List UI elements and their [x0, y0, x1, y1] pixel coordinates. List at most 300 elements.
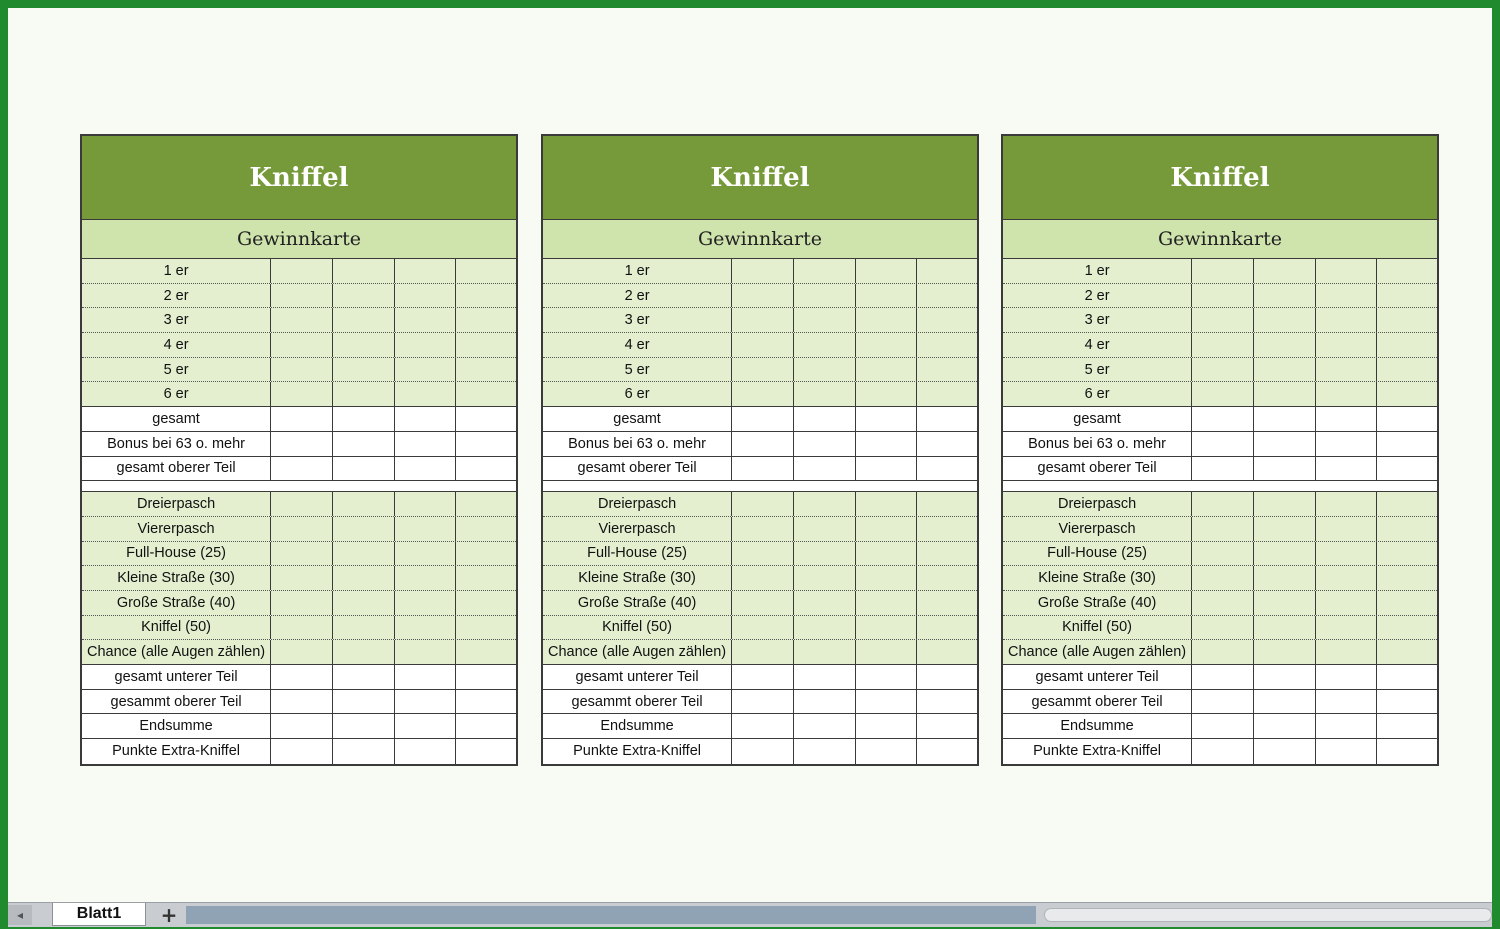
score-cell[interactable] — [456, 690, 516, 714]
score-cell[interactable] — [395, 284, 457, 308]
score-cell[interactable] — [1377, 333, 1437, 357]
row-label[interactable]: Endsumme — [82, 714, 271, 738]
row-label[interactable]: 3 er — [1003, 308, 1192, 332]
score-cell[interactable] — [1316, 566, 1378, 590]
score-cell[interactable] — [856, 714, 918, 738]
row-label[interactable]: 3 er — [82, 308, 271, 332]
row-label[interactable]: 2 er — [82, 284, 271, 308]
row-label[interactable]: gesamt — [1003, 407, 1192, 431]
score-cell[interactable] — [732, 457, 794, 481]
score-cell[interactable] — [1192, 333, 1254, 357]
row-label[interactable]: gesammt oberer Teil — [543, 690, 732, 714]
score-cell[interactable] — [732, 333, 794, 357]
score-cell[interactable] — [917, 616, 977, 640]
score-cell[interactable] — [1192, 640, 1254, 664]
row-label[interactable]: Dreierpasch — [82, 492, 271, 516]
score-cell[interactable] — [1254, 640, 1316, 664]
score-cell[interactable] — [333, 308, 395, 332]
row-label[interactable]: gesamt unterer Teil — [543, 665, 732, 689]
score-cell[interactable] — [1316, 690, 1378, 714]
score-cell[interactable] — [1192, 382, 1254, 406]
score-cell[interactable] — [1377, 690, 1437, 714]
score-cell[interactable] — [1377, 284, 1437, 308]
score-cell[interactable] — [1377, 259, 1437, 283]
score-cell[interactable] — [732, 690, 794, 714]
score-cell[interactable] — [333, 566, 395, 590]
score-cell[interactable] — [333, 739, 395, 764]
row-label[interactable]: gesamt unterer Teil — [82, 665, 271, 689]
score-cell[interactable] — [856, 432, 918, 456]
score-cell[interactable] — [732, 382, 794, 406]
score-cell[interactable] — [1254, 591, 1316, 615]
score-cell[interactable] — [732, 284, 794, 308]
score-cell[interactable] — [917, 665, 977, 689]
card-title[interactable]: Kniffel — [543, 136, 977, 220]
score-cell[interactable] — [1377, 432, 1437, 456]
row-label[interactable]: Kniffel (50) — [543, 616, 732, 640]
score-cell[interactable] — [732, 566, 794, 590]
score-cell[interactable] — [395, 739, 457, 764]
score-cell[interactable] — [732, 407, 794, 431]
score-cell[interactable] — [1377, 714, 1437, 738]
score-cell[interactable] — [456, 407, 516, 431]
row-label[interactable]: 2 er — [543, 284, 732, 308]
score-cell[interactable] — [1316, 517, 1378, 541]
score-cell[interactable] — [1254, 714, 1316, 738]
row-label[interactable]: 2 er — [1003, 284, 1192, 308]
score-cell[interactable] — [333, 542, 395, 566]
score-cell[interactable] — [456, 517, 516, 541]
score-cell[interactable] — [856, 591, 918, 615]
score-cell[interactable] — [856, 492, 918, 516]
score-cell[interactable] — [1254, 665, 1316, 689]
score-cell[interactable] — [856, 566, 918, 590]
row-label[interactable]: Chance (alle Augen zählen) — [543, 640, 732, 664]
row-label[interactable]: Kleine Straße (30) — [82, 566, 271, 590]
score-cell[interactable] — [1316, 739, 1378, 764]
card-subtitle[interactable]: Gewinnkarte — [1003, 220, 1437, 259]
score-cell[interactable] — [456, 714, 516, 738]
row-label[interactable]: 4 er — [543, 333, 732, 357]
score-cell[interactable] — [917, 566, 977, 590]
score-cell[interactable] — [1316, 358, 1378, 382]
row-label[interactable]: Kniffel (50) — [82, 616, 271, 640]
score-cell[interactable] — [1316, 284, 1378, 308]
score-cell[interactable] — [1316, 382, 1378, 406]
card-subtitle[interactable]: Gewinnkarte — [543, 220, 977, 259]
score-cell[interactable] — [794, 259, 856, 283]
score-cell[interactable] — [1192, 566, 1254, 590]
score-cell[interactable] — [856, 407, 918, 431]
row-label[interactable]: gesammt oberer Teil — [82, 690, 271, 714]
score-cell[interactable] — [1254, 739, 1316, 764]
score-cell[interactable] — [794, 407, 856, 431]
score-cell[interactable] — [917, 284, 977, 308]
score-cell[interactable] — [271, 665, 333, 689]
score-cell[interactable] — [395, 259, 457, 283]
row-label[interactable]: Chance (alle Augen zählen) — [82, 640, 271, 664]
row-label[interactable]: Viererpasch — [543, 517, 732, 541]
score-cell[interactable] — [794, 542, 856, 566]
score-cell[interactable] — [395, 358, 457, 382]
row-label[interactable]: 5 er — [82, 358, 271, 382]
score-cell[interactable] — [1316, 492, 1378, 516]
row-label[interactable]: Dreierpasch — [543, 492, 732, 516]
score-cell[interactable] — [732, 739, 794, 764]
row-label[interactable]: Kniffel (50) — [1003, 616, 1192, 640]
score-cell[interactable] — [1254, 407, 1316, 431]
score-cell[interactable] — [271, 690, 333, 714]
horizontal-scrollbar-thumb[interactable] — [1044, 908, 1492, 922]
score-cell[interactable] — [917, 690, 977, 714]
score-cell[interactable] — [794, 591, 856, 615]
score-cell[interactable] — [1192, 308, 1254, 332]
score-cell[interactable] — [1254, 542, 1316, 566]
score-cell[interactable] — [1316, 432, 1378, 456]
score-cell[interactable] — [794, 714, 856, 738]
score-cell[interactable] — [395, 492, 457, 516]
score-cell[interactable] — [395, 566, 457, 590]
score-cell[interactable] — [917, 591, 977, 615]
row-label[interactable]: gesamt unterer Teil — [1003, 665, 1192, 689]
row-label[interactable]: 6 er — [543, 382, 732, 406]
score-cell[interactable] — [794, 517, 856, 541]
row-label[interactable]: 1 er — [82, 259, 271, 283]
score-cell[interactable] — [456, 566, 516, 590]
row-label[interactable]: 3 er — [543, 308, 732, 332]
score-cell[interactable] — [271, 432, 333, 456]
score-cell[interactable] — [333, 284, 395, 308]
score-cell[interactable] — [732, 492, 794, 516]
score-cell[interactable] — [1316, 640, 1378, 664]
row-label[interactable]: Bonus bei 63 o. mehr — [543, 432, 732, 456]
score-cell[interactable] — [856, 616, 918, 640]
score-cell[interactable] — [917, 640, 977, 664]
score-cell[interactable] — [732, 308, 794, 332]
score-cell[interactable] — [1316, 259, 1378, 283]
score-cell[interactable] — [1254, 308, 1316, 332]
score-cell[interactable] — [395, 640, 457, 664]
score-cell[interactable] — [1192, 616, 1254, 640]
score-cell[interactable] — [271, 492, 333, 516]
row-label[interactable]: Kleine Straße (30) — [543, 566, 732, 590]
score-cell[interactable] — [395, 690, 457, 714]
score-cell[interactable] — [1192, 259, 1254, 283]
row-label[interactable]: 4 er — [82, 333, 271, 357]
score-cell[interactable] — [1254, 492, 1316, 516]
score-cell[interactable] — [917, 492, 977, 516]
score-cell[interactable] — [856, 690, 918, 714]
score-cell[interactable] — [1192, 432, 1254, 456]
score-cell[interactable] — [1377, 492, 1437, 516]
score-cell[interactable] — [395, 432, 457, 456]
spreadsheet-canvas[interactable] — [8, 8, 1492, 902]
score-cell[interactable] — [271, 333, 333, 357]
card-title[interactable]: Kniffel — [1003, 136, 1437, 220]
score-cell[interactable] — [794, 492, 856, 516]
score-cell[interactable] — [794, 358, 856, 382]
score-cell[interactable] — [456, 591, 516, 615]
score-cell[interactable] — [856, 333, 918, 357]
score-cell[interactable] — [333, 690, 395, 714]
score-cell[interactable] — [856, 542, 918, 566]
row-label[interactable]: Viererpasch — [1003, 517, 1192, 541]
score-cell[interactable] — [732, 358, 794, 382]
score-cell[interactable] — [1377, 358, 1437, 382]
score-cell[interactable] — [456, 382, 516, 406]
row-label[interactable]: 5 er — [543, 358, 732, 382]
score-cell[interactable] — [1192, 690, 1254, 714]
row-label[interactable]: Bonus bei 63 o. mehr — [1003, 432, 1192, 456]
score-cell[interactable] — [271, 358, 333, 382]
score-cell[interactable] — [1192, 591, 1254, 615]
score-cell[interactable] — [333, 407, 395, 431]
score-cell[interactable] — [1377, 739, 1437, 764]
score-cell[interactable] — [732, 259, 794, 283]
score-cell[interactable] — [271, 566, 333, 590]
row-label[interactable]: 6 er — [1003, 382, 1192, 406]
score-cell[interactable] — [1254, 382, 1316, 406]
score-cell[interactable] — [1192, 457, 1254, 481]
row-label[interactable]: 4 er — [1003, 333, 1192, 357]
score-cell[interactable] — [1254, 566, 1316, 590]
sheet-tab-blatt1[interactable]: Blatt1 — [52, 903, 146, 926]
score-cell[interactable] — [456, 616, 516, 640]
row-label[interactable]: 1 er — [1003, 259, 1192, 283]
score-cell[interactable] — [1316, 665, 1378, 689]
row-label[interactable]: Endsumme — [1003, 714, 1192, 738]
score-cell[interactable] — [1316, 616, 1378, 640]
row-label[interactable]: Chance (alle Augen zählen) — [1003, 640, 1192, 664]
card-subtitle[interactable]: Gewinnkarte — [82, 220, 516, 259]
score-cell[interactable] — [456, 542, 516, 566]
score-cell[interactable] — [856, 640, 918, 664]
score-cell[interactable] — [917, 358, 977, 382]
score-cell[interactable] — [1192, 358, 1254, 382]
score-cell[interactable] — [395, 616, 457, 640]
score-cell[interactable] — [732, 640, 794, 664]
score-cell[interactable] — [1377, 542, 1437, 566]
score-cell[interactable] — [271, 308, 333, 332]
row-label[interactable]: gesamt oberer Teil — [1003, 457, 1192, 481]
score-cell[interactable] — [732, 591, 794, 615]
score-cell[interactable] — [794, 333, 856, 357]
score-cell[interactable] — [1377, 457, 1437, 481]
score-cell[interactable] — [1377, 665, 1437, 689]
score-cell[interactable] — [1316, 308, 1378, 332]
score-cell[interactable] — [1192, 407, 1254, 431]
score-cell[interactable] — [271, 259, 333, 283]
score-cell[interactable] — [456, 739, 516, 764]
score-cell[interactable] — [917, 739, 977, 764]
score-cell[interactable] — [1377, 382, 1437, 406]
score-cell[interactable] — [271, 284, 333, 308]
score-cell[interactable] — [1254, 616, 1316, 640]
score-cell[interactable] — [794, 382, 856, 406]
score-cell[interactable] — [456, 308, 516, 332]
score-cell[interactable] — [395, 382, 457, 406]
row-label[interactable]: 1 er — [543, 259, 732, 283]
row-label[interactable]: Große Straße (40) — [82, 591, 271, 615]
row-label[interactable]: Große Straße (40) — [543, 591, 732, 615]
score-cell[interactable] — [856, 457, 918, 481]
score-cell[interactable] — [333, 382, 395, 406]
score-cell[interactable] — [333, 259, 395, 283]
score-cell[interactable] — [333, 333, 395, 357]
row-label[interactable]: Punkte Extra-Kniffel — [543, 739, 732, 764]
score-cell[interactable] — [271, 382, 333, 406]
score-cell[interactable] — [333, 432, 395, 456]
score-cell[interactable] — [1377, 640, 1437, 664]
score-cell[interactable] — [395, 665, 457, 689]
score-cell[interactable] — [1192, 739, 1254, 764]
score-cell[interactable] — [917, 407, 977, 431]
score-cell[interactable] — [1377, 407, 1437, 431]
score-cell[interactable] — [1316, 714, 1378, 738]
score-cell[interactable] — [333, 616, 395, 640]
score-cell[interactable] — [1316, 407, 1378, 431]
score-cell[interactable] — [333, 665, 395, 689]
row-label[interactable]: Punkte Extra-Kniffel — [82, 739, 271, 764]
score-cell[interactable] — [333, 591, 395, 615]
score-cell[interactable] — [856, 308, 918, 332]
score-cell[interactable] — [794, 308, 856, 332]
row-label[interactable]: Bonus bei 63 o. mehr — [82, 432, 271, 456]
row-label[interactable]: Full-House (25) — [82, 542, 271, 566]
score-cell[interactable] — [1254, 358, 1316, 382]
score-cell[interactable] — [456, 457, 516, 481]
score-cell[interactable] — [395, 591, 457, 615]
row-label[interactable]: 6 er — [82, 382, 271, 406]
score-cell[interactable] — [395, 308, 457, 332]
row-label[interactable]: Punkte Extra-Kniffel — [1003, 739, 1192, 764]
row-label[interactable]: gesammt oberer Teil — [1003, 690, 1192, 714]
row-label[interactable]: gesamt — [82, 407, 271, 431]
score-cell[interactable] — [271, 517, 333, 541]
score-cell[interactable] — [794, 284, 856, 308]
tab-scroll-left-icon[interactable]: ◂ — [8, 905, 32, 925]
score-cell[interactable] — [1254, 333, 1316, 357]
score-cell[interactable] — [271, 407, 333, 431]
score-cell[interactable] — [856, 358, 918, 382]
score-cell[interactable] — [456, 358, 516, 382]
score-cell[interactable] — [856, 517, 918, 541]
score-cell[interactable] — [856, 259, 918, 283]
score-cell[interactable] — [1316, 457, 1378, 481]
score-cell[interactable] — [456, 665, 516, 689]
score-cell[interactable] — [456, 333, 516, 357]
score-cell[interactable] — [333, 640, 395, 664]
score-cell[interactable] — [1254, 432, 1316, 456]
score-cell[interactable] — [794, 616, 856, 640]
score-cell[interactable] — [456, 284, 516, 308]
score-cell[interactable] — [794, 739, 856, 764]
score-cell[interactable] — [271, 457, 333, 481]
score-cell[interactable] — [271, 714, 333, 738]
score-cell[interactable] — [1377, 591, 1437, 615]
score-cell[interactable] — [333, 358, 395, 382]
score-cell[interactable] — [917, 333, 977, 357]
score-cell[interactable] — [732, 542, 794, 566]
score-cell[interactable] — [1192, 517, 1254, 541]
score-cell[interactable] — [794, 665, 856, 689]
score-cell[interactable] — [395, 714, 457, 738]
row-label[interactable]: gesamt — [543, 407, 732, 431]
score-cell[interactable] — [456, 640, 516, 664]
score-cell[interactable] — [395, 517, 457, 541]
row-label[interactable]: Full-House (25) — [543, 542, 732, 566]
score-cell[interactable] — [856, 382, 918, 406]
row-label[interactable]: Große Straße (40) — [1003, 591, 1192, 615]
score-cell[interactable] — [395, 407, 457, 431]
score-cell[interactable] — [271, 616, 333, 640]
score-cell[interactable] — [333, 457, 395, 481]
score-cell[interactable] — [333, 492, 395, 516]
score-cell[interactable] — [271, 542, 333, 566]
score-cell[interactable] — [794, 457, 856, 481]
score-cell[interactable] — [271, 640, 333, 664]
score-cell[interactable] — [732, 432, 794, 456]
score-cell[interactable] — [456, 492, 516, 516]
score-cell[interactable] — [333, 517, 395, 541]
score-cell[interactable] — [456, 259, 516, 283]
score-cell[interactable] — [1254, 284, 1316, 308]
score-cell[interactable] — [917, 308, 977, 332]
score-cell[interactable] — [333, 714, 395, 738]
horizontal-scrollbar-track[interactable] — [186, 906, 1036, 924]
score-cell[interactable] — [395, 333, 457, 357]
score-cell[interactable] — [794, 566, 856, 590]
score-cell[interactable] — [395, 542, 457, 566]
score-cell[interactable] — [1254, 690, 1316, 714]
score-cell[interactable] — [917, 259, 977, 283]
row-label[interactable]: Endsumme — [543, 714, 732, 738]
score-cell[interactable] — [271, 591, 333, 615]
row-label[interactable]: gesamt oberer Teil — [543, 457, 732, 481]
score-cell[interactable] — [732, 517, 794, 541]
score-cell[interactable] — [794, 690, 856, 714]
score-cell[interactable] — [732, 665, 794, 689]
score-cell[interactable] — [856, 665, 918, 689]
score-cell[interactable] — [395, 457, 457, 481]
score-cell[interactable] — [1192, 284, 1254, 308]
row-label[interactable]: 5 er — [1003, 358, 1192, 382]
score-cell[interactable] — [1192, 492, 1254, 516]
card-title[interactable]: Kniffel — [82, 136, 516, 220]
score-cell[interactable] — [917, 542, 977, 566]
score-cell[interactable] — [1316, 591, 1378, 615]
score-cell[interactable] — [1254, 517, 1316, 541]
score-cell[interactable] — [1377, 308, 1437, 332]
score-cell[interactable] — [856, 284, 918, 308]
row-label[interactable]: Kleine Straße (30) — [1003, 566, 1192, 590]
score-cell[interactable] — [1254, 259, 1316, 283]
score-cell[interactable] — [917, 432, 977, 456]
score-cell[interactable] — [856, 739, 918, 764]
score-cell[interactable] — [917, 517, 977, 541]
score-cell[interactable] — [1192, 542, 1254, 566]
score-cell[interactable] — [794, 640, 856, 664]
score-cell[interactable] — [1377, 616, 1437, 640]
add-sheet-button[interactable]: + — [160, 903, 178, 927]
score-cell[interactable] — [1377, 517, 1437, 541]
score-cell[interactable] — [917, 457, 977, 481]
row-label[interactable]: Dreierpasch — [1003, 492, 1192, 516]
score-cell[interactable] — [1254, 457, 1316, 481]
score-cell[interactable] — [732, 616, 794, 640]
score-cell[interactable] — [917, 714, 977, 738]
row-label[interactable]: gesamt oberer Teil — [82, 457, 271, 481]
